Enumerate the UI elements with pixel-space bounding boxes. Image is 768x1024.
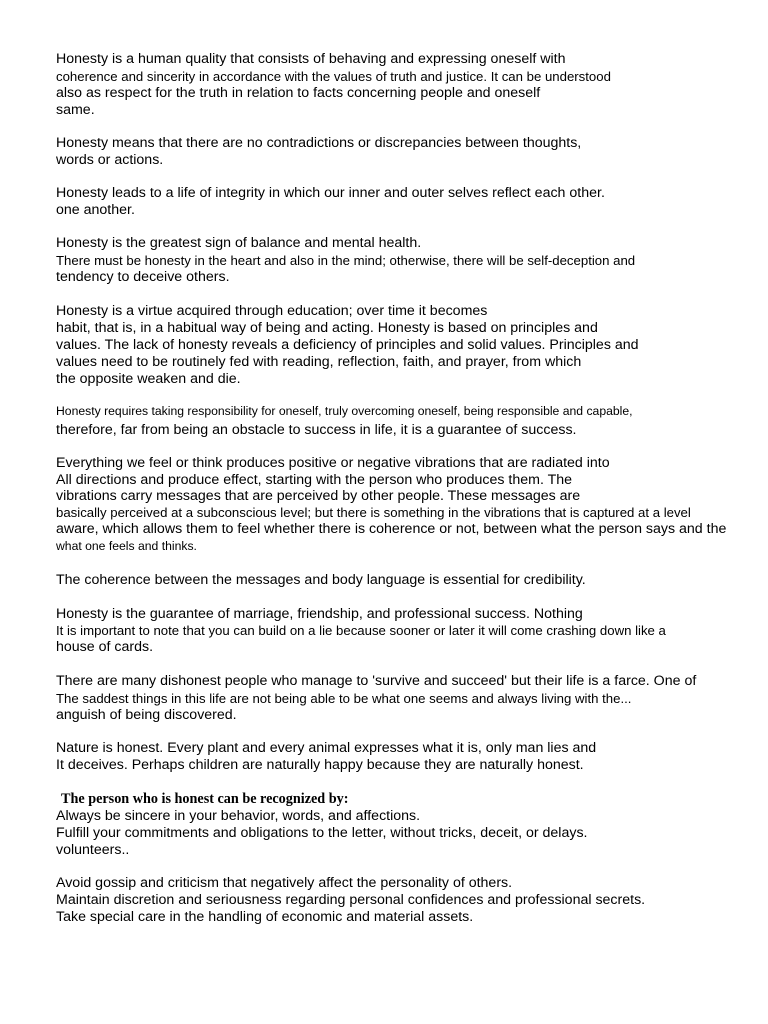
text-line: The saddest things in this life are not being able to be what one seems and always living with the... [56, 691, 632, 706]
text-line: It is important to note that you can build on a lie because sooner or later it will come crashing down like a [56, 623, 666, 638]
text-line: habit, that is, in a habitual way of being and acting. Honesty is based on principles and [56, 320, 598, 336]
text-line: house of cards. [56, 639, 154, 655]
text-line: basically perceived at a subconscious level; but there is something in the vibrations that is captured at a level [56, 505, 691, 520]
text-line: Avoid gossip and criticism that negatively affect the personality of others. [56, 875, 513, 891]
text-line: anguish of being discovered. [56, 707, 237, 723]
text-line: values need to be routinely fed with reading, reflection, faith, and prayer, from which [56, 354, 582, 370]
list-heading: The person who is honest can be recognized by: [61, 791, 349, 807]
text-line: Nature is honest. Every plant and every animal expresses what it is, only man lies and [56, 740, 597, 756]
text-line: volunteers.. [56, 842, 130, 858]
text-line: Always be sincere in your behavior, words, and affections. [56, 808, 421, 824]
text-line: vibrations carry messages that are perceived by other people. These messages are [56, 488, 581, 504]
text-line: Honesty means that there are no contradictions or discrepancies between thoughts, [56, 135, 582, 151]
text-line: same. [56, 102, 95, 118]
text-line: aware, which allows them to feel whether there is coherence or not, between what the person says and the [56, 521, 727, 537]
text-line: tendency to deceive others. [56, 269, 230, 285]
text-line: what one feels and thinks. [56, 539, 197, 553]
text-line: All directions and produce effect, starting with the person who produces them. The [56, 472, 573, 488]
text-line: Honesty requires taking responsibility for oneself, truly overcoming oneself, being responsible and capable, [56, 404, 633, 418]
text-line: also as respect for the truth in relation to facts concerning people and oneself [56, 85, 541, 101]
text-line: Honesty is a virtue acquired through education; over time it becomes [56, 303, 488, 319]
text-line: Take special care in the handling of economic and material assets. [56, 909, 474, 925]
text-line: one another. [56, 202, 135, 218]
text-line: Fulfill your commitments and obligations to the letter, without tricks, deceit, or delays. [56, 825, 588, 841]
text-line: It deceives. Perhaps children are naturally happy because they are naturally honest. [56, 757, 584, 773]
text-line: therefore, far from being an obstacle to success in life, it is a guarantee of success. [56, 422, 577, 438]
text-line: values. The lack of honesty reveals a deficiency of principles and solid values. Principles and [56, 337, 639, 353]
text-line: Honesty is the greatest sign of balance and mental health. [56, 235, 422, 251]
text-line: Honesty is the guarantee of marriage, friendship, and professional success. Nothing [56, 606, 583, 622]
text-line: There must be honesty in the heart and also in the mind; otherwise, there will be self-deception and [56, 253, 636, 268]
text-line: Maintain discretion and seriousness regarding personal confidences and professional secrets. [56, 892, 646, 908]
text-line: Honesty leads to a life of integrity in which our inner and outer selves reflect each other. [56, 185, 605, 201]
text-line: There are many dishonest people who manage to 'survive and succeed' but their life is a farce. One of [56, 673, 697, 689]
text-line: words or actions. [56, 152, 164, 168]
text-line: Honesty is a human quality that consists of behaving and expressing oneself with [56, 51, 566, 67]
text-line: the opposite weaken and die. [56, 371, 241, 387]
text-line: The coherence between the messages and body language is essential for credibility. [56, 572, 586, 588]
text-line: coherence and sincerity in accordance with the values of truth and justice. It can be understood [56, 69, 611, 84]
text-line: Everything we feel or think produces positive or negative vibrations that are radiated into [56, 455, 610, 471]
